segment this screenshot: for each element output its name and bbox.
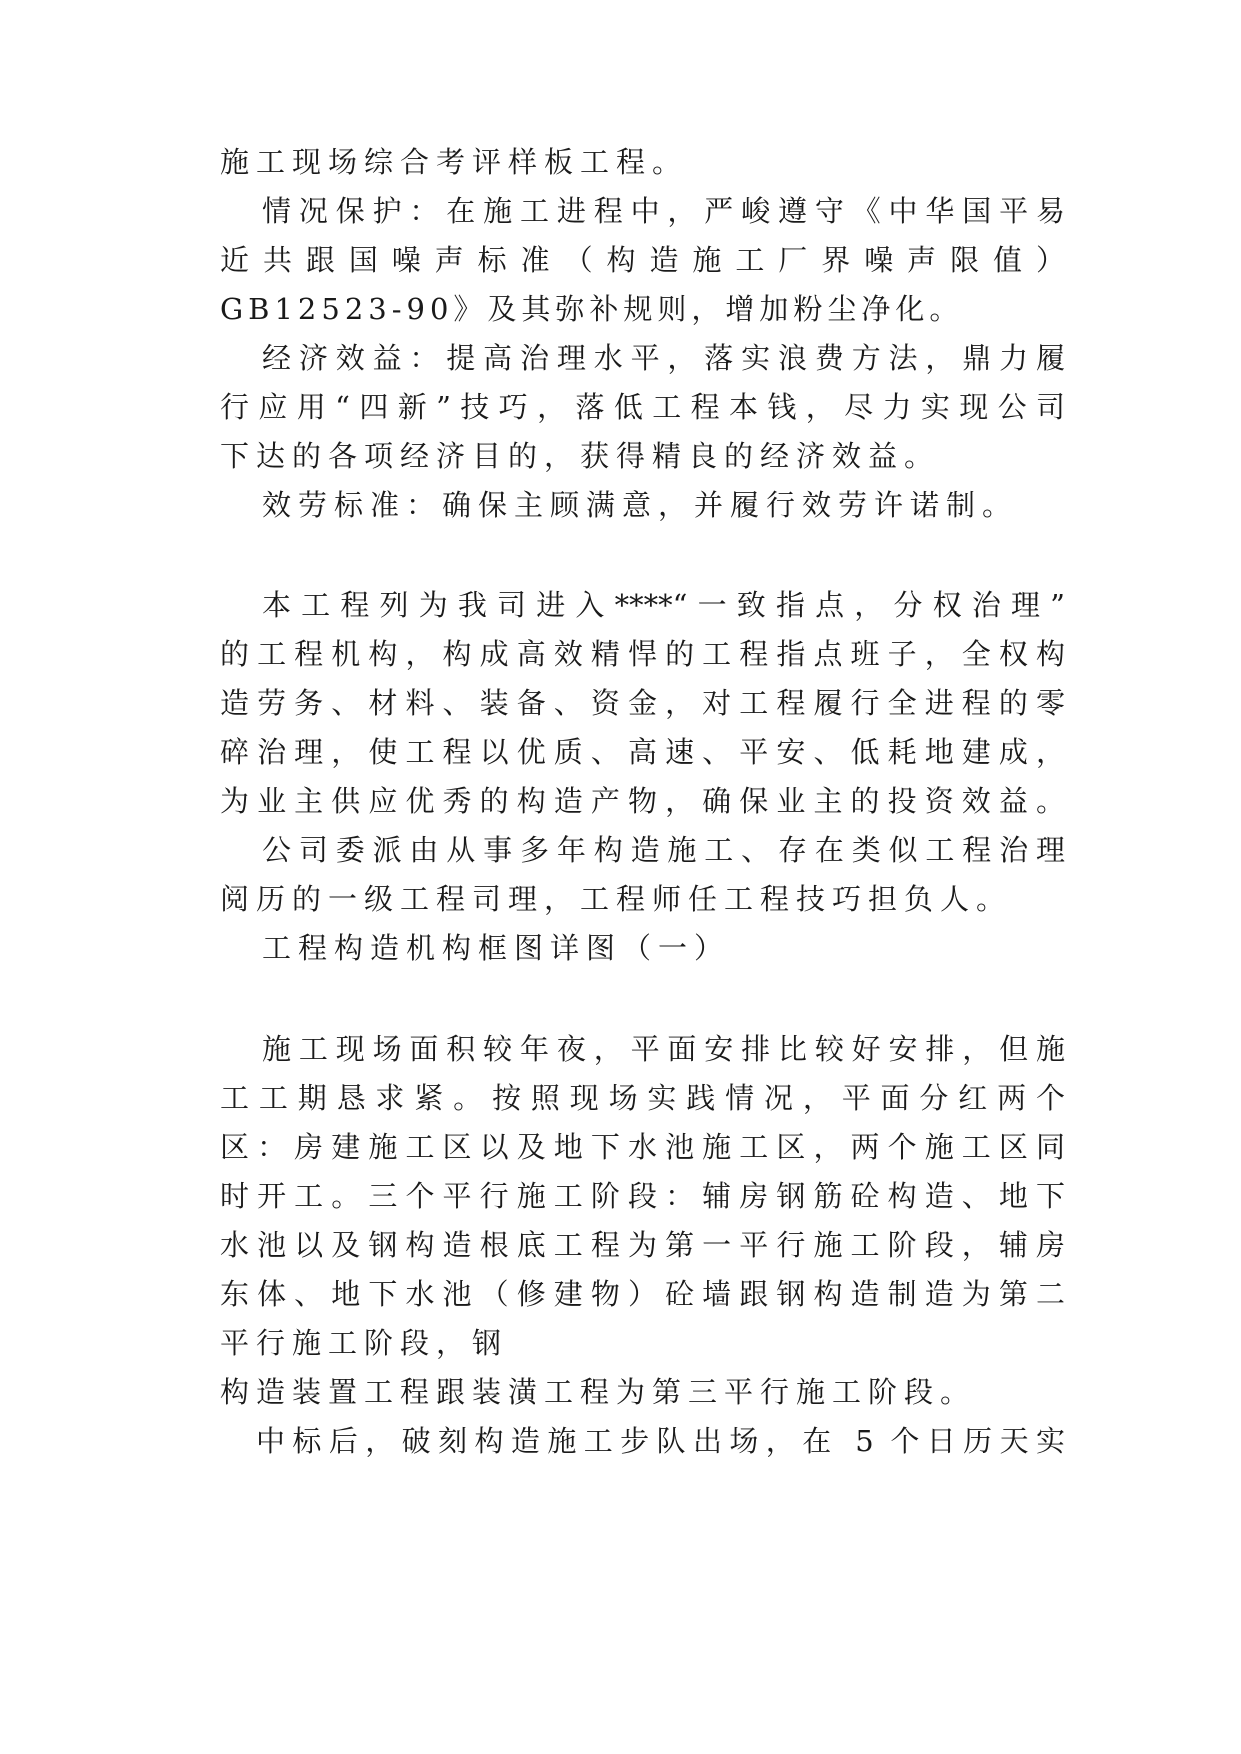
text-line: 构造装置工程跟装潢工程为第三平行施工阶段。 [220, 1375, 977, 1409]
text-line: 的工程机构，构成高效精悍的工程指点班子，全权构 [220, 637, 1065, 671]
text-line: 为业主供应优秀的构造产物，确保业主的投资效益。 [220, 784, 1065, 818]
text-line: 施工现场面积较年夜，平面安排比较好安排，但施 [262, 1032, 1065, 1066]
text-line: 东体、地下水池（修建物）砼墙跟钢构造制造为第二 [220, 1277, 1065, 1311]
text-line: 工程构造机构框图详图（一） [262, 931, 731, 965]
text-line: 平行施工阶段，钢 [220, 1326, 509, 1360]
text-line: 行应用“四新”技巧，落低工程本钱，尽力实现公司 [220, 390, 1065, 424]
text-line: 阅历的一级工程司理，工程师任工程技巧担负人。 [220, 882, 1013, 916]
text-line: 近共跟国噪声标准（构造施工厂界噪声限值） [220, 243, 1065, 277]
text-line: 下达的各项经济目的，获得精良的经济效益。 [220, 439, 941, 473]
text-line: 工工期恳求紧。按照现场实践情况，平面分红两个 [220, 1081, 1065, 1115]
text-line: 水池以及钢构造根底工程为第一平行施工阶段，辅房 [220, 1228, 1065, 1262]
text-line: 效劳标准：确保主顾满意，并履行效劳许诺制。 [262, 488, 1019, 522]
text-line: 中标后，破刻构造施工步队出场，在 5 个日历天实 [256, 1424, 1065, 1458]
text-line: 碎治理，使工程以优质、高速、平安、低耗地建成， [220, 735, 1065, 769]
text-line: 施工现场综合考评样板工程。 [220, 145, 689, 179]
text-line: 本工程列为我司进入****“一致指点，分权治理” [262, 588, 1065, 622]
text-line: 情况保护：在施工进程中，严峻遵守《中华国平易 [262, 194, 1065, 228]
text-line: 造劳务、材料、装备、资金，对工程履行全进程的零 [220, 686, 1065, 720]
text-line: 区：房建施工区以及地下水池施工区，两个施工区同 [220, 1130, 1065, 1164]
text-line: 时开工。三个平行施工阶段：辅房钢筋砼构造、地下 [220, 1179, 1065, 1213]
text-line: GB12523-90》及其弥补规则，增加粉尘净化。 [220, 292, 964, 326]
text-line: 经济效益：提高治理水平，落实浪费方法，鼎力履 [262, 341, 1065, 375]
text-line: 公司委派由从事多年构造施工、存在类似工程治理 [262, 833, 1065, 867]
